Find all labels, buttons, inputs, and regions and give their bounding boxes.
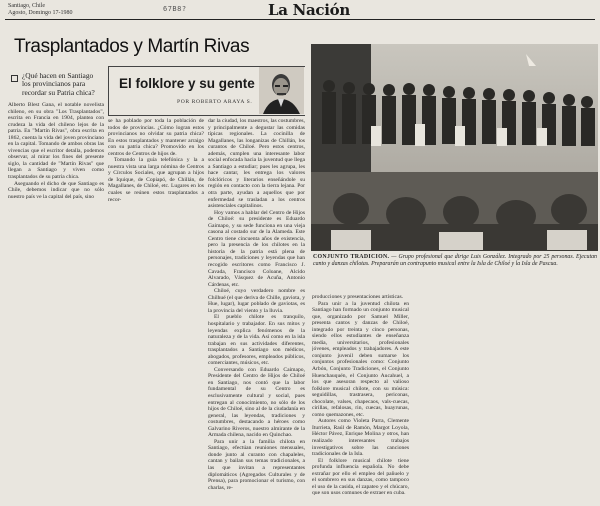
paragraph: Alberto Blest Gana, el notable novelista chileno, en su obra "Los Trasplantados", escrita en Francia en 1904, plantea con crudeza la vida del chileno lejos de la patria. En "Martín Rivas", obra escrita en 1862, cuenta la vida del joven provinciano en la capital. Tomando de ambos obras las vivencias que el escritor detalla, podemos observar, al mirar los fines del presente siglo, la cantidad de "Martín Rivas" que llegan a Santiago y viven como trasplantados de su patria chica. <box>8 102 104 181</box>
article-column-4 <box>312 294 409 504</box>
handwritten-archive-mark: 67B8? <box>163 5 187 13</box>
page-margin <box>414 294 598 504</box>
paragraph: Autores como Violeta Parra, Clemente Iturrieta, Raúl de Ramón, Margot Loyola, Héctor Pávez, Enrique Molina y otros, han realizado interesantes trabajos investigativos sobre las canciones tradicionales de la Isla. <box>312 418 409 458</box>
article-column-2 <box>108 118 204 218</box>
dateline-city: Santiago, Chile <box>8 3 45 9</box>
author-portrait-image <box>259 67 304 114</box>
paragraph: Hoy vamos a hablar del Centro de Hijos de Chiloé: su presidente es Eduardo Gaimapo, y su sede funciona en una vieja casona al costado sur de la Alameda. Este Centro tiene cincuenta años de existencia, pero la presencia de los chilotes en la historia de la patria está plena de personajes, tradiciones y leyendas que han recogido escritores como Francisco J. Cavada, Francisco Coloane, Alcido Alvarado, Vásquez de Acuña, Antonio Cárdenas, etc. <box>208 209 305 288</box>
byline: POR ROBERTO ARAYA S. <box>177 99 253 105</box>
photo-caption <box>313 254 597 267</box>
photo-caption-text: — Grupo profesional que dirige Luis González. Integrado por 25 personas. Ejecutan canto y danzas chilotas. Prepararán un contrapunto musical entre la Isla de Chiloé y la Isla de Pascua. <box>313 254 597 267</box>
article-column-3 <box>208 118 305 504</box>
article-photo <box>311 44 598 251</box>
article-deck: ¿Qué hacen en Santiago los provincianos para recordar su Patria chica? <box>22 71 95 97</box>
paragraph: El folklore musical chilote tiene profunda influencia española. No debe extrañar por ello el empleo del pañuelo y el sombrero en sus danzas, como tampoco el uso de la casida, el zapateo y el chúcaro, que son usos comunes de extraer en cuba. <box>312 457 409 497</box>
dateline-date: Agosto, Domingo 17-1980 <box>8 10 73 16</box>
paragraph: Tomando la guía telefónica y la a nuestra vista una larga nómina de Centros y Círculos Sociales, que agrupan a hijos de Iquique, de Copiapó, de Chillán, de Magallanes, de Chiloé, etc. Lugares en los cuales se reúnen estos trasplantados a recor- <box>108 157 204 203</box>
article-column-1 <box>8 102 104 267</box>
column-title-box <box>108 66 305 116</box>
paragraph: Conversando con Eduardo Caimapo, Presidente del Centro de Hijos de Chiloé en Santiago, nos contó que la labor fundamental de su Centro es esclusivamente cultural y social, pues entregan al conocimiento, no sólo de los hijos de Chiloé, sino al de la ciudadanía en general, las leyendas, tradiciones y costumbres, destacando a héroes como Galvarino Riveros, nuestro almirante de la Armada chilena, nacido en Quinchao. <box>208 366 305 439</box>
paragraph: se ha poblado por toda la población de todos de provincias. ¿Cómo logran estos provincianos no olvidar su patria chica? En estos trasplantados y mantener arraigo con su patria chica? Promovido en los centros de Centros de hijos de. <box>108 118 204 157</box>
paragraph: Para unir a la familia chilota en Santiago, efectúan reuniones mensuales, donde junto al curanto con chapaleles, cantan y bailan sus temas tradicionales, a las que invitan a representantes diplomáticos (Agregados Culturales y de Prensa), para promocionar el turismo, con charlas, re- <box>208 438 305 491</box>
paragraph: El pueblo chilote es tranquilo, hospitalario y trabajador. En sus mitos y leyendas explica fenómenos de la naturaleza y de la vida. Así como en la isla trabajan en sus actividades diferentes, trasplantados a Santiago son médicos, abogados, profesores, empleados públicos, comerciantes, músicos, etc. <box>208 314 305 367</box>
dateline <box>8 3 128 17</box>
paragraph: dar la ciudad, los maestros, las costumbres, y principalmente a degustar las comidas típicas regionales. La cocinilla de Magallanes, las longanizas de Chillán, los curantos de Chiloé. Pero estos centros, además, cumplen una interesante labor social enfocada hacia la juventud que llega a Santiago a estudiar; pues les agrupa, les hace cantar, les entrega los valores folclóricos y literarios enseñándole su región en contacto con la tierra lejana. Por otra parte, ayudan a aquellos que por enfermedad se trasladan a los centros asistenciales capitalinos. <box>208 118 305 210</box>
newspaper-masthead: La Nación <box>268 1 350 19</box>
article-headline: Trasplantados y Martín Rivas <box>14 36 250 57</box>
author-portrait <box>259 67 304 114</box>
photo-caption-label: CONJUNTO TRADICION. <box>313 254 390 260</box>
paragraph: producciones y presentaciones artísticas. <box>312 294 404 300</box>
paragraph: Para unir a la juventud chilota en Santiago han formado un conjunto musical que, organizado por Samuel Miller, presenta cantos y danzas de Chiloé, integrado por treinta y cinco personas, siendo ellos estudiantes de enseñanza media, universitarios, profesionales jóvenes, empleados y trabajadores. A este conjunto juvenil deben sumarse los conjuntos profesionales como: Conjunto Arbón, Conjunto Tradiciones, el Conjunto Huenchauquén, el Conjunto Aucahuel, a los que asesoran respecto al valioso folklore musical chilote, con su música: seguidillas, trastrasera, periconas, chocolate, valses, chapecaos, vals-cuecas, cirillas, refalosas, rin, cuecas, huayrunas, como quemazones, etc. <box>312 300 409 418</box>
paragraph: Aseguando el dicho de que Santiago es Chile, debemos indicar que no sólo nuestro país ve la capital del país, sino <box>8 180 104 200</box>
deck-bullet-icon <box>11 75 18 82</box>
paragraph: Chiloé, cuyo verdadero nombre es Chilhué (el que deriva de Chille, gaviota, y Hue, lugar), lugar poblado de gaviotas, es la provincia del viento y la lluvia. <box>208 288 305 314</box>
column-title: El folklore y su gente <box>119 76 255 91</box>
masthead-rule <box>5 19 595 20</box>
folk-group-photo <box>311 44 598 251</box>
